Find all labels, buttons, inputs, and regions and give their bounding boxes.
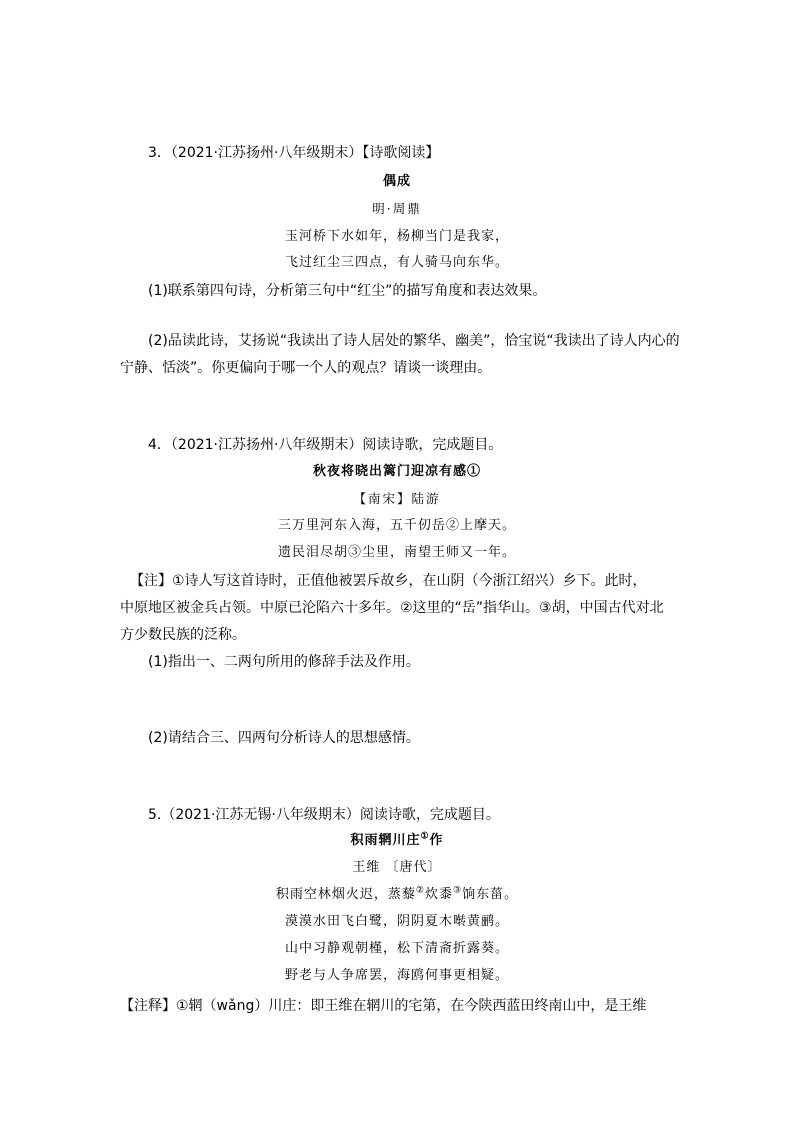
q3-header: 3．（2021·江苏扬州·八年级期末）【诗歌阅读】 bbox=[148, 145, 440, 161]
q5-poem-title-footnote: ① bbox=[420, 831, 430, 842]
q3-subquestion-1: (1)联系第四句诗，分析第三句中“红尘”的描写角度和表达效果。 bbox=[148, 283, 547, 299]
q3-subquestion-2-line-1: (2)品读此诗，艾扬说“我读出了诗人居处的繁华、幽美”，恰宝说“我读出了诗人内心的 bbox=[148, 333, 680, 349]
q4-note-line-2: 中原地区被金兵占领。中原已沦陷六十多年。②这里的“岳”指华山。③胡，中国古代对北 bbox=[120, 600, 664, 616]
q5-line1-part-a: 积雨空林烟火迟，蒸藜 bbox=[275, 887, 416, 902]
q4-subquestion-2: (2)请结合三、四两句分析诗人的思想感情。 bbox=[148, 730, 420, 746]
q3-poem-author: 明·周鼎 bbox=[372, 201, 422, 216]
q4-note-line-1: 【注】①诗人写这首诗时，正值他被罢斥故乡，在山阴（今浙江绍兴）乡下。此时， bbox=[130, 573, 647, 589]
q5-poem-line-1 bbox=[0, 885, 794, 905]
q4-poem-line-2: 遗民泪尽胡③尘里，南望王师又一年。 bbox=[277, 545, 516, 560]
q3-subquestion-2-line-2: 宁静、恬淡”。你更偏向于哪一个人的观点？请谈一谈理由。 bbox=[120, 360, 492, 376]
q4-subquestion-1: (1)指出一、二两句所用的修辞手法及作用。 bbox=[148, 654, 420, 670]
q5-poem-title-b: 作 bbox=[429, 833, 444, 848]
q5-line1-footnote-3: ③ bbox=[453, 885, 463, 896]
q5-note-line-1: 【注释】①辋（wǎng）川庄：即王维在辋川的宅第，在今陕西蓝田终南山中，是王维 bbox=[120, 998, 647, 1014]
q5-line1-part-b: 炊黍 bbox=[424, 887, 453, 902]
q3-poem-line-2: 飞过红尘三四点，有人骑马向东华。 bbox=[284, 255, 509, 270]
q5-poem-line-4: 野老与人争席罢，海鸥何事更相疑。 bbox=[284, 968, 509, 983]
q5-poem-title-a: 积雨辋川庄 bbox=[350, 833, 421, 848]
q5-header: 5.（2021·江苏无锡·八年级期末）阅读诗歌，完成题目。 bbox=[148, 807, 500, 823]
q4-poem-line-1: 三万里河东入海，五千仞岳②上摩天。 bbox=[277, 518, 516, 533]
q5-line1-footnote-2: ② bbox=[415, 885, 425, 896]
q5-line1-part-c: 饷东菑。 bbox=[462, 887, 519, 902]
q3-poem-title: 偶成 bbox=[382, 174, 411, 189]
q5-poem-author: 王维 〔唐代〕 bbox=[352, 860, 442, 875]
q4-poem-title: 秋夜将晓出篱门迎凉有感① bbox=[312, 464, 481, 479]
q4-poem-author: 【南宋】陆游 bbox=[353, 491, 441, 506]
q5-poem-line-3: 山中习静观朝槿，松下清斋折露葵。 bbox=[284, 941, 509, 956]
q5-poem-title bbox=[0, 831, 794, 851]
q4-header: 4．（2021·江苏扬州·八年级期末）阅读诗歌，完成题目。 bbox=[148, 437, 503, 453]
q4-note-line-3: 方少数民族的泛称。 bbox=[120, 627, 246, 643]
q3-poem-line-1: 玉河桥下水如年，杨柳当门是我家， bbox=[284, 229, 509, 244]
q5-poem-line-2: 漠漠水田飞白鹭，阴阴夏木啭黄鹂。 bbox=[284, 914, 509, 929]
